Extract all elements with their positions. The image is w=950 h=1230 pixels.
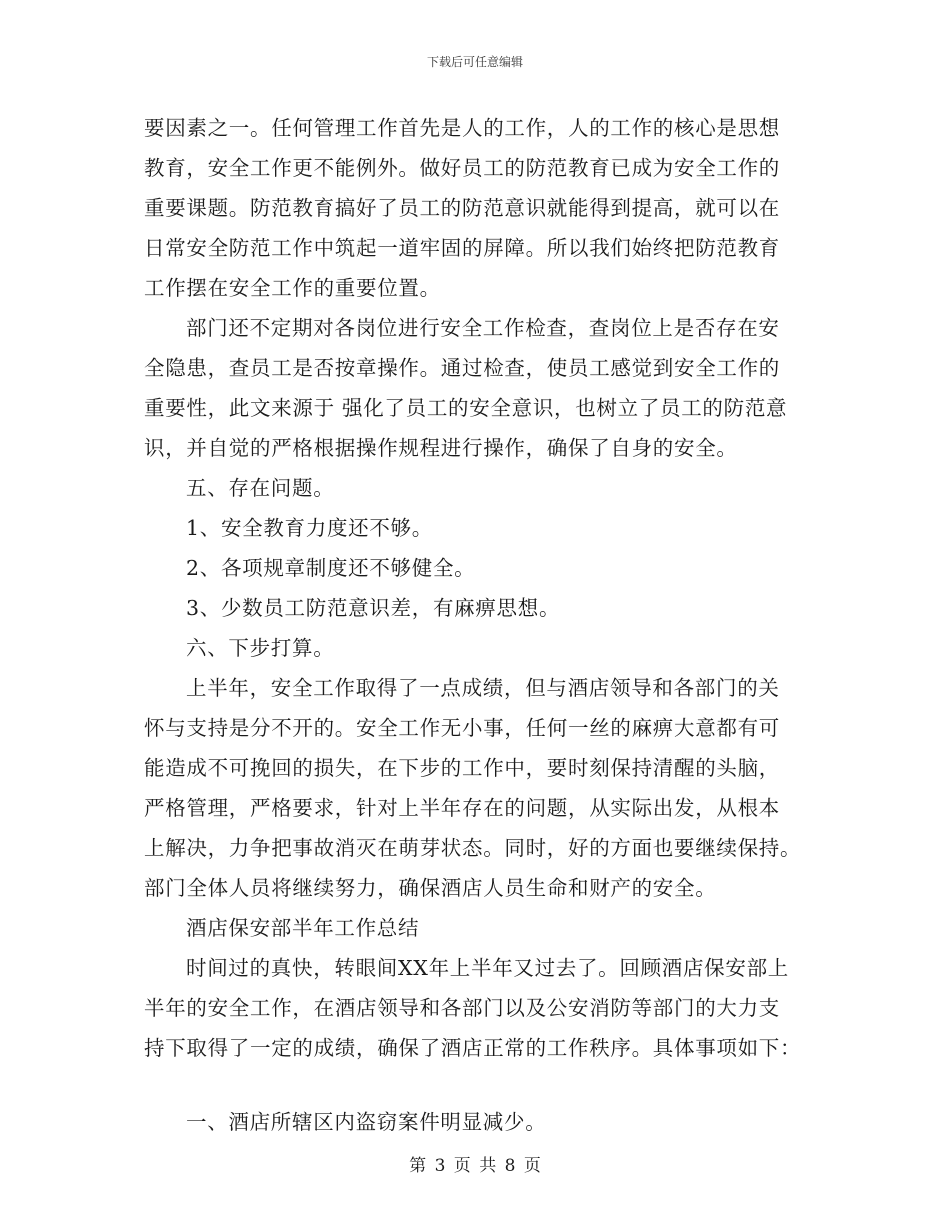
body-line: 识，并自觉的严格根据操作规程进行操作，确保了自身的安全。 — [144, 436, 738, 460]
body-line: 怀与支持是分不开的。安全工作无小事，任何一丝的麻痹大意都有可 — [144, 716, 780, 740]
body-line: 重要性，此文来源于 强化了员工的安全意识，也树立了员工的防范意 — [144, 396, 788, 420]
section-heading: 五、存在问题。 — [186, 476, 335, 500]
body-line: 时间过的真快，转眼间XX年上半年又过去了。回顾酒店保安部上 — [186, 956, 789, 980]
body-line: 上半年，安全工作取得了一点成绩，但与酒店领导和各部门的关 — [186, 676, 780, 700]
body-line: 上解决，力争把事故消灭在萌芽状态。同时，好的方面也要继续保持。 — [144, 836, 802, 860]
body-line: 日常安全防范工作中筑起一道牢固的屏障。所以我们始终把防范教育 — [144, 236, 780, 260]
document-body — [144, 108, 814, 1142]
body-line: 部门还不定期对各岗位进行安全工作检查，查岗位上是否存在安 — [186, 316, 780, 340]
body-line: 全隐患，查员工是否按章操作。通过检查，使员工感觉到安全工作的 — [144, 356, 780, 380]
list-item: 1、安全教育力度还不够。 — [186, 516, 433, 540]
page-header: 下载后可任意编辑 — [426, 55, 523, 69]
body-line: 重要课题。防范教育搞好了员工的防范意识就能得到提高，就可以在 — [144, 196, 780, 220]
body-line: 持下取得了一定的成绩，确保了酒店正常的工作秩序。具体事项如下： — [144, 1036, 802, 1060]
body-line: 要因素之一。任何管理工作首先是人的工作，人的工作的核心是思想 — [144, 116, 780, 140]
list-item: 3、少数员工防范意识差，有麻痹思想。 — [186, 596, 561, 620]
body-line: 工作摆在安全工作的重要位置。 — [144, 276, 441, 300]
body-line: 能造成不可挽回的损失，在下步的工作中，要时刻保持清醒的头脑， — [144, 756, 780, 780]
list-item: 2、各项规章制度还不够健全。 — [186, 556, 476, 580]
section-heading: 六、下步打算。 — [186, 636, 335, 660]
body-line: 半年的安全工作，在酒店领导和各部门以及公安消防等部门的大力支 — [144, 996, 780, 1020]
body-line: 部门全体人员将继续努力，确保酒店人员生命和财产的安全。 — [144, 876, 717, 900]
body-line: 教育，安全工作更不能例外。做好员工的防范教育已成为安全工作的 — [144, 156, 780, 180]
section-heading: 一、酒店所辖区内盗窃案件明显减少。 — [186, 1110, 547, 1134]
page-number: 第 3 页 共 8 页 — [409, 1156, 541, 1176]
body-line: 严格管理，严格要求，针对上半年存在的问题，从实际出发，从根本 — [144, 796, 780, 820]
document-title: 酒店保安部半年工作总结 — [186, 916, 420, 940]
